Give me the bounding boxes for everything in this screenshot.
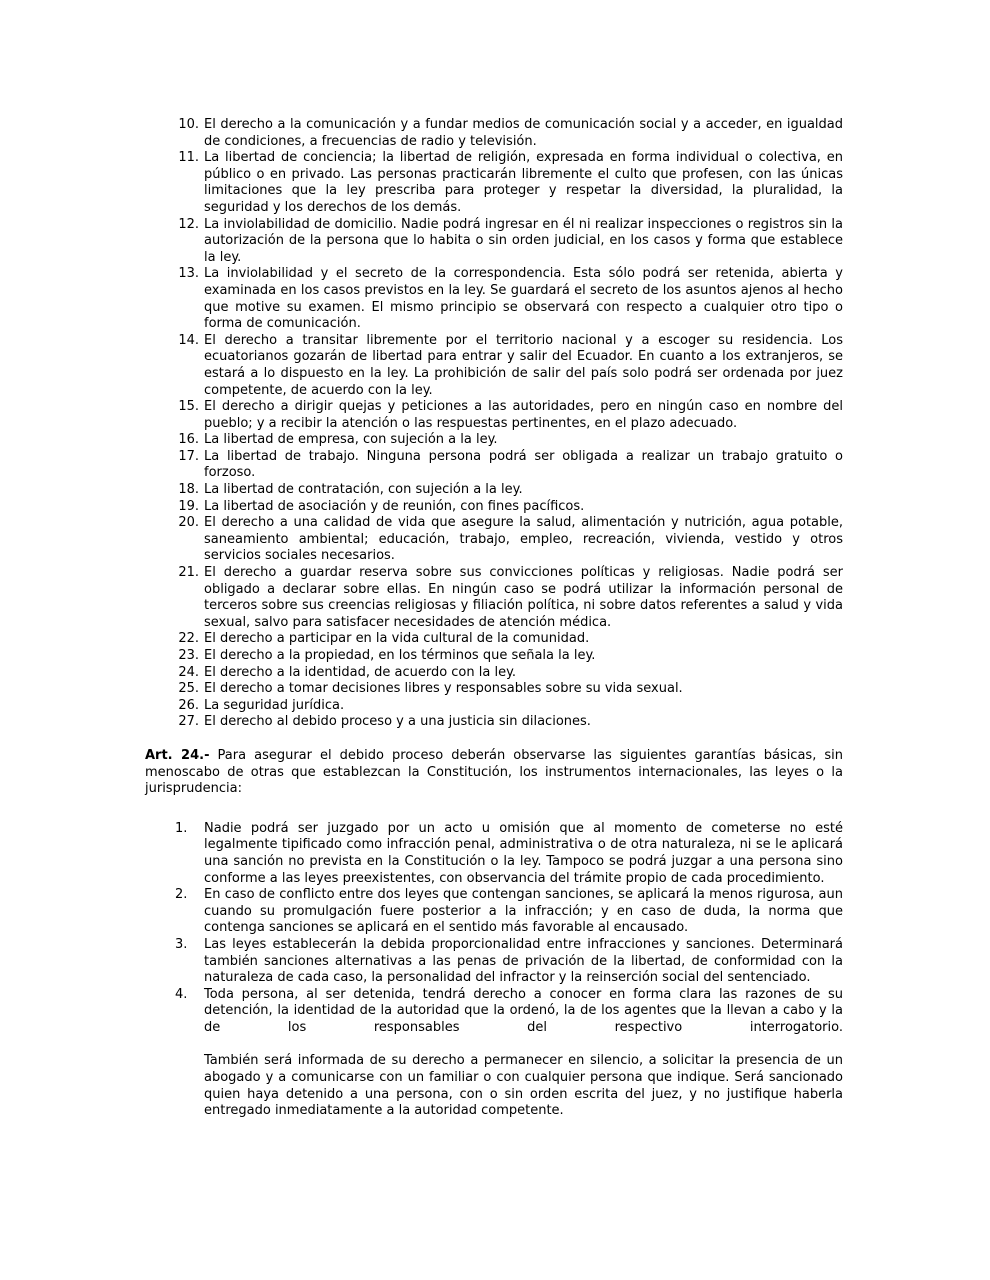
list-item xyxy=(145,631,843,648)
item-number: 25. xyxy=(178,681,199,697)
item-number: 2. xyxy=(175,887,188,903)
guarantees-list xyxy=(145,821,843,1120)
item-text: La seguridad jurídica. xyxy=(204,697,345,713)
item-text: El derecho al debido proceso y a una justicia sin dilaciones. xyxy=(204,714,591,730)
item-text: La libertad de asociación y de reunión, con fines pacíficos. xyxy=(204,498,585,514)
item-number: 10. xyxy=(178,117,199,132)
article-text: Para asegurar el debido proceso deberán observarse las siguientes garantías básicas, sin menoscabo de otras que establezcan la Constitución, los instrumentos internacionales, las leyes o la jurisprudencia: xyxy=(145,747,843,797)
item-text: El derecho a una calidad de vida que asegure la salud, alimentación y nutrición, agua potable, saneamiento ambiental; educación, trabajo, empleo, recreación, vivienda, vestido y otros servicios sociales necesarios. xyxy=(204,515,843,564)
item-number: 15. xyxy=(178,399,199,415)
list-item xyxy=(145,887,843,937)
document-page xyxy=(145,117,843,1120)
item-number: 26. xyxy=(178,697,199,713)
item-number: 22. xyxy=(178,631,199,647)
item-text: El derecho a guardar reserva sobre sus convicciones políticas y religiosas. Nadie podrá ser obligado a declarar sobre ellas. En ningún caso se podrá utilizar la información personal de terceros sobre sus creencias religiosas y filiación política, ni sobre datos referentes a salud y vida sexual, salvo para satisfacer necesidades de atención médica. xyxy=(204,565,843,630)
item-number: 18. xyxy=(178,482,199,498)
item-text: La inviolabilidad de domicilio. Nadie podrá ingresar en él ni realizar inspecciones o registros sin la autorización de la persona que lo habita o sin orden judicial, en los casos y forma que establece la ley. xyxy=(204,216,843,265)
item-number: 20. xyxy=(178,515,199,531)
item-number: 1. xyxy=(175,820,188,836)
item-text: La libertad de contratación, con sujeción a la ley. xyxy=(204,482,523,498)
item-text: Nadie podrá ser juzgado por un acto u omisión que al momento de cometerse no esté legalmente tipificado como infracción penal, administrativa o de otra naturaleza, ni se le aplicará una sanción no prevista en la Constitución o la ley. Tampoco se podrá juzgar a una persona sino conforme a las leyes preexistentes, con observancia del trámite propio de cada procedimiento. xyxy=(204,820,843,886)
list-item xyxy=(145,681,843,698)
list-item xyxy=(145,648,843,665)
item-text: Las leyes establecerán la debida proporcionalidad entre infracciones y sanciones. Determinará también sanciones alternativas a las penas de privación de la libertad, de conformidad con la naturaleza de cada caso, la personalidad del infractor y la reinserción social del sentenciado. xyxy=(204,936,843,986)
item-number: 19. xyxy=(178,498,199,514)
item-number: 3. xyxy=(175,936,188,952)
item-text: El derecho a transitar libremente por el territorio nacional y a escoger su residencia. Los ecuatorianos gozarán de libertad para entrar y salir del Ecuador. En cuanto a los extranjeros, se estará a lo dispuesto en la ley. La prohibición de salir del país solo podrá ser ordenada por juez competente, de acuerdo con la ley. xyxy=(204,332,843,398)
rights-list xyxy=(145,117,843,731)
list-item xyxy=(145,117,843,150)
item-paragraph: También será informada de su derecho a permanecer en silencio, a solicitar la presencia de un abogado y a comunicarse con un familiar o con cualquier persona que indique. Será sancionado quien haya detenido a una persona, con o sin orden escrita del juez, y no justifique haberla entregado inmediatamente a la autoridad competente. xyxy=(204,1053,843,1119)
list-item xyxy=(145,515,843,565)
item-number: 12. xyxy=(178,216,199,232)
item-number: 4. xyxy=(175,986,188,1002)
item-text: Toda persona, al ser detenida, tendrá derecho a conocer en forma clara las razones de su detención, la identidad de la autoridad que la ordenó, la de los agentes que la llevan a cabo y la de los responsables del respectivo interrogatorio. xyxy=(204,986,843,1035)
list-item xyxy=(145,937,843,987)
item-text: La libertad de conciencia; la libertad de religión, expresada en forma individual o colectiva, en público o en privado. Las personas practicarán libremente el culto que profesen, con las únicas limitaciones que la ley prescriba para proteger y respetar la diversidad, la pluralidad, la seguridad y los derechos de los demás. xyxy=(204,150,843,215)
item-text: La libertad de trabajo. Ninguna persona podrá ser obligada a realizar un trabajo gratuito o forzoso. xyxy=(204,448,843,481)
list-item xyxy=(145,432,843,449)
list-item xyxy=(145,499,843,516)
item-number: 23. xyxy=(178,648,199,663)
list-item xyxy=(145,217,843,267)
item-number: 13. xyxy=(178,266,199,282)
item-text: El derecho a la propiedad, en los términos que señala la ley. xyxy=(204,648,596,663)
list-item xyxy=(145,333,843,399)
item-text: El derecho a la comunicación y a fundar medios de comunicación social y a acceder, en igualdad de condiciones, a frecuencias de radio y televisión. xyxy=(204,117,843,149)
item-text: La libertad de empresa, con sujeción a la ley. xyxy=(204,432,498,448)
list-item xyxy=(145,150,843,216)
list-item xyxy=(145,449,843,482)
item-number: 21. xyxy=(178,565,199,581)
item-text: La inviolabilidad y el secreto de la correspondencia. Esta sólo podrá ser retenida, abierta y examinada en los casos previstos en la ley. Se guardará el secreto de los asuntos ajenos al hecho que motive su examen. El mismo principio se observará con respecto a cualquier otro tipo o forma de comunicación. xyxy=(204,266,843,332)
list-item xyxy=(145,821,843,887)
list-item xyxy=(145,399,843,432)
article-24-intro xyxy=(145,748,843,798)
list-item xyxy=(145,714,843,731)
item-text: El derecho a la identidad, de acuerdo con la ley. xyxy=(204,664,517,680)
article-label: Art. 24.- xyxy=(145,747,210,763)
item-number: 24. xyxy=(178,664,199,680)
list-item xyxy=(145,698,843,715)
list-item xyxy=(145,565,843,631)
list-item xyxy=(145,665,843,682)
item-number: 14. xyxy=(178,332,199,348)
item-text: En caso de conflicto entre dos leyes que contengan sanciones, se aplicará la menos rigurosa, aun cuando su promulgación fuere posterior a la infracción; y en caso de duda, la norma que contenga sanciones se aplicará en el sentido más favorable al encausado. xyxy=(204,887,843,936)
item-text: El derecho a tomar decisiones libres y responsables sobre su vida sexual. xyxy=(204,681,683,697)
item-number: 17. xyxy=(178,448,199,464)
item-number: 27. xyxy=(178,714,199,730)
list-item xyxy=(145,482,843,499)
item-number: 16. xyxy=(178,432,199,448)
list-item xyxy=(145,266,843,332)
item-number: 11. xyxy=(178,150,199,166)
item-text: El derecho a participar en la vida cultural de la comunidad. xyxy=(204,631,590,647)
list-item xyxy=(145,987,843,1120)
item-text: El derecho a dirigir quejas y peticiones a las autoridades, pero en ningún caso en nombre del pueblo; y a recibir la atención o las respuestas pertinentes, en el plazo adecuado. xyxy=(204,399,843,431)
